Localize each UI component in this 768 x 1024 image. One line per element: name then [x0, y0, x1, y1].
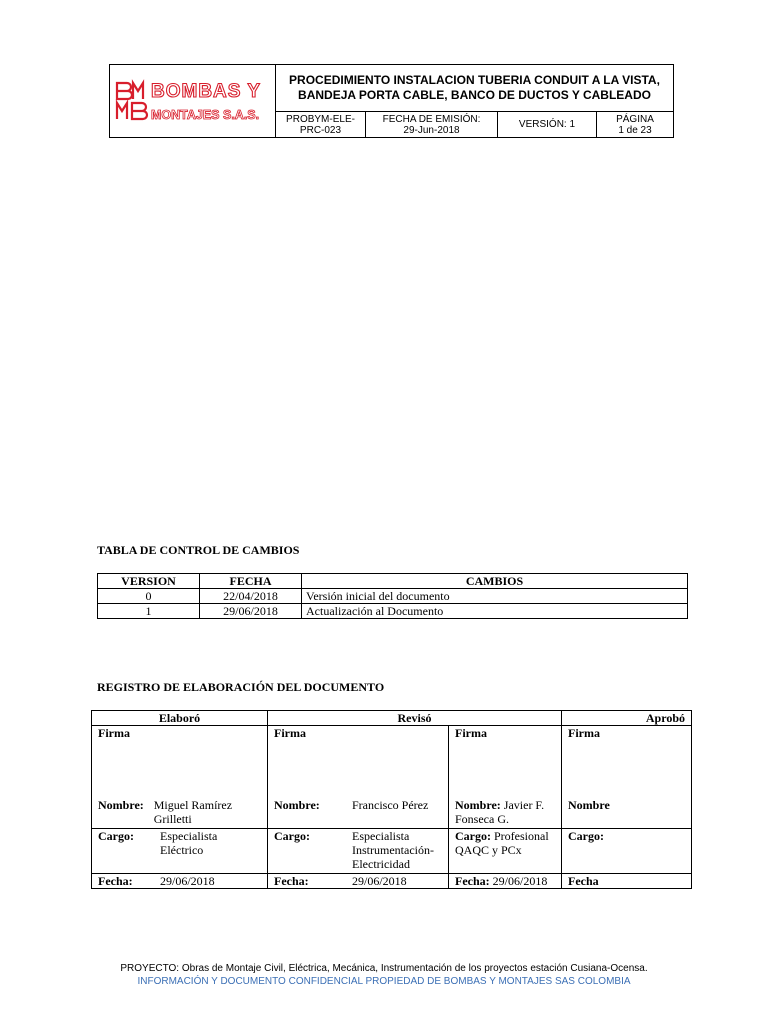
fecha-aprobo [562, 873, 692, 888]
cargo-reviso-1 [268, 828, 449, 873]
document-title: PROCEDIMIENTO INSTALACION TUBERIA CONDUIT A LA VISTA, BANDEJA PORTA CABLE, BANCO DE DUCTOS Y CABLEADO [276, 65, 674, 112]
version-cell: 1 [98, 604, 200, 619]
cargo-label: Cargo: [98, 828, 134, 843]
nombre-reviso-2 [449, 798, 562, 829]
fecha-reviso-1 [268, 873, 449, 888]
registro-table [91, 710, 692, 889]
signature-elaboro [92, 726, 268, 798]
page-label: PÁGINA [616, 113, 654, 125]
column-header-version: VERSION [98, 574, 200, 589]
cargo-value: Especialista Instrumentación-Electricidad [352, 828, 434, 871]
firma-label: Firma [274, 726, 306, 740]
firma-label: Firma [568, 726, 600, 740]
signature-row [92, 726, 692, 798]
emission-date-value: 29-Jun-2018 [403, 124, 460, 136]
logo-line1: BOMBAS Y [151, 81, 262, 102]
signature-aprobo [562, 726, 692, 798]
document-code-line2: PRC-023 [299, 124, 342, 136]
fecha-label: Fecha: [98, 873, 133, 888]
group-elaboro: Elaboró [92, 711, 268, 726]
change-cell: Versión inicial del documento [302, 589, 688, 604]
version-cell: VERSIÓN: 1 [498, 112, 597, 138]
nombre-value: Miguel Ramírez Grilletti [153, 797, 233, 826]
fecha-reviso-2 [449, 873, 562, 888]
nombre-elaboro [92, 798, 268, 829]
company-logo [111, 69, 274, 133]
emission-date-label: FECHA DE EMISIÓN: [382, 113, 481, 125]
nombre-row [92, 798, 692, 829]
firma-label: Firma [98, 726, 130, 740]
nombre-aprobo [562, 798, 692, 829]
fecha-value: 29/06/2018 [492, 873, 548, 888]
fecha-label: Fecha [568, 873, 599, 888]
footer-confidential: INFORMACIÓN Y DOCUMENTO CONFIDENCIAL PROPIEDAD DE BOMBAS Y MONTAJES SAS COLOMBIA [137, 976, 631, 987]
group-aprobo: Aprobó [562, 711, 692, 726]
cargo-value: Especialista Eléctrico [160, 828, 218, 857]
signature-reviso-1 [268, 726, 449, 798]
nombre-label: Nombre: [274, 797, 320, 812]
registro-groups-row [92, 711, 692, 726]
nombre-label: Nombre [568, 797, 610, 812]
fecha-label: Fecha: [274, 873, 309, 888]
cargo-label: Cargo: [568, 828, 604, 843]
cargo-aprobo [562, 828, 692, 873]
cargo-label: Cargo: [274, 828, 310, 843]
document-code-line1: PROBYM-ELE- [286, 113, 355, 125]
column-header-cambios: CAMBIOS [302, 574, 688, 589]
firma-label: Firma [455, 726, 487, 740]
table-row [98, 589, 688, 604]
nombre-label: Nombre: [455, 797, 501, 812]
date-cell: 22/04/2018 [200, 589, 302, 604]
fecha-value: 29/06/2018 [160, 873, 215, 888]
changes-heading: TABLA DE CONTROL DE CAMBIOS [97, 543, 300, 557]
document-code [276, 112, 366, 138]
footer-project: PROYECTO: Obras de Montaje Civil, Eléctrica, Mecánica, Instrumentación de los proyectos estación Cusiana-Ocensa. [120, 963, 648, 974]
column-header-fecha: FECHA [200, 574, 302, 589]
fecha-row [92, 873, 692, 888]
fecha-label: Fecha: [455, 873, 490, 888]
group-reviso: Revisó [268, 711, 562, 726]
fecha-elaboro [92, 873, 268, 888]
version-cell: 0 [98, 589, 200, 604]
fecha-value: 29/06/2018 [352, 873, 407, 888]
document-header [109, 64, 674, 138]
changes-table [97, 573, 688, 619]
page-number [597, 112, 674, 138]
cargo-elaboro [92, 828, 268, 873]
nombre-value: Javier F. Fonseca G. [455, 797, 545, 826]
emission-date [366, 112, 498, 138]
nombre-value: Francisco Pérez [352, 797, 429, 812]
registro-heading: REGISTRO DE ELABORACIÓN DEL DOCUMENTO [97, 680, 385, 694]
changes-header-row [98, 574, 688, 589]
change-cell: Actualización al Documento [302, 604, 688, 619]
logo-line2: MONTAJES S.A.S. [151, 108, 260, 122]
nombre-reviso-1 [268, 798, 449, 829]
company-logo-graphic [111, 69, 274, 133]
cargo-label: Cargo: [455, 828, 491, 843]
logo-cell [110, 65, 276, 138]
table-row [98, 604, 688, 619]
cargo-row [92, 828, 692, 873]
cargo-value: Profesional QAQC y PCx [455, 828, 549, 857]
page-value: 1 de 23 [618, 124, 652, 136]
signature-reviso-2 [449, 726, 562, 798]
nombre-label: Nombre: [98, 797, 144, 812]
cargo-reviso-2 [449, 828, 562, 873]
date-cell: 29/06/2018 [200, 604, 302, 619]
